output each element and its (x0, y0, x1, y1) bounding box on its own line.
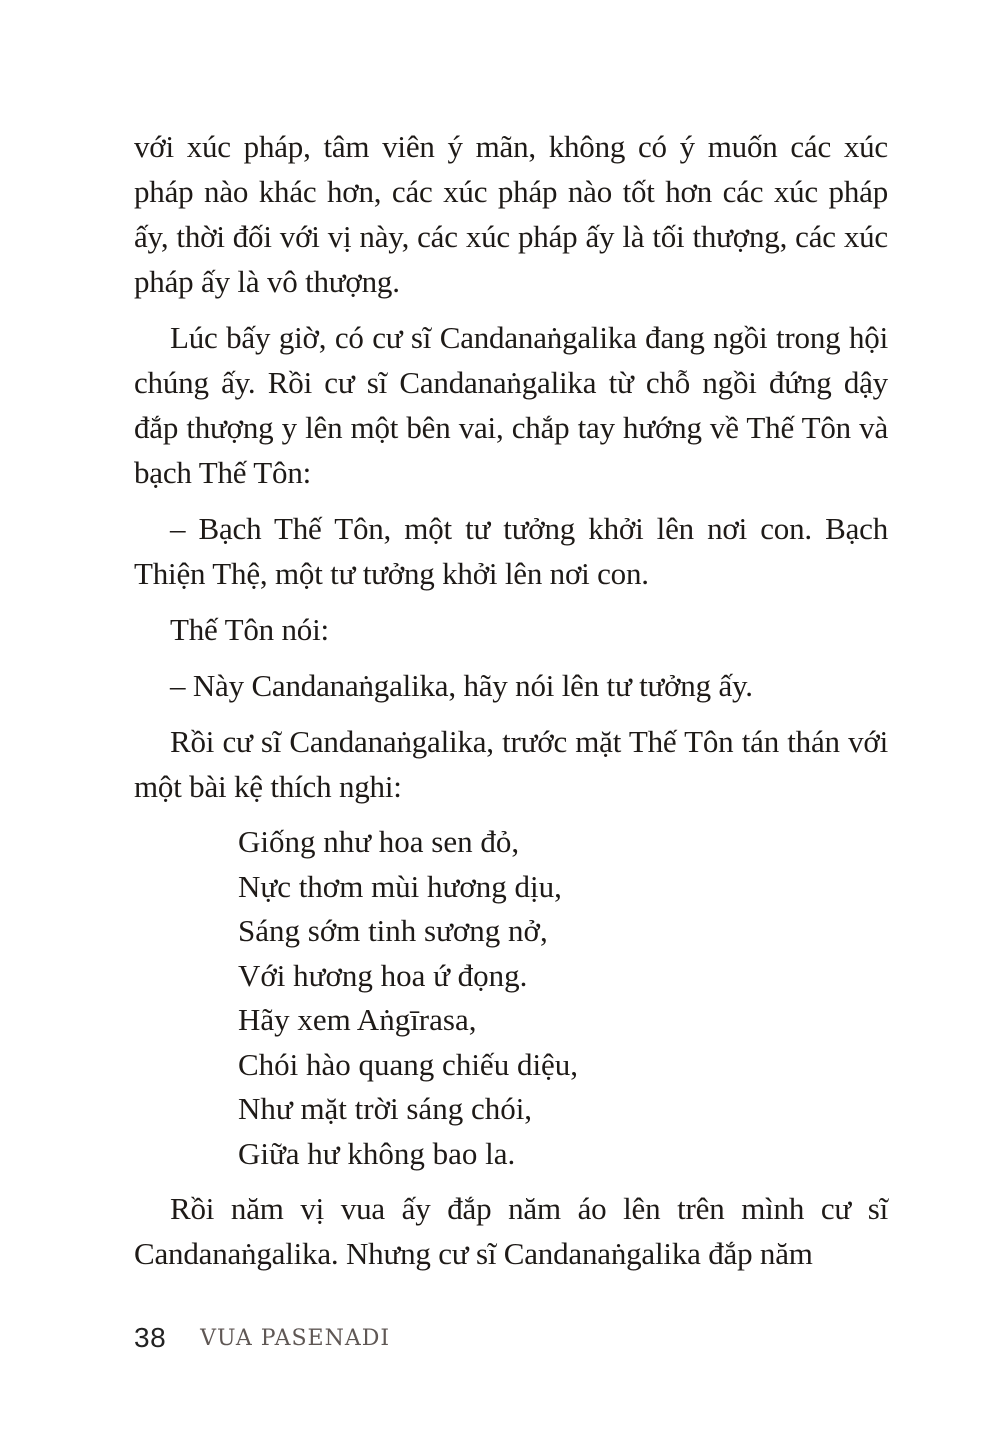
verse-line: Giống như hoa sen đỏ, (238, 824, 520, 859)
page-body (134, 124, 888, 1287)
page-number: 38 (134, 1322, 167, 1353)
verse-line: Giữa hư không bao la. (238, 1135, 516, 1171)
paragraph-candanangalika-rises: Lúc bấy giờ, có cư sĩ Candanaṅgalika đang ngồi trong hội chúng ấy. Rồi cư sĩ Candanaṅgalika từ chỗ ngồi đứng dậy đắp thượng y lên một bên vai, chắp tay hướng về Thế Tôn và bạch Thế Tôn: (134, 320, 888, 490)
paragraph-the-ton-says: Thế Tôn nói: (170, 612, 329, 647)
verse-line: Nực thơm mùi hương dịu, (238, 868, 562, 904)
verse-line: Sáng sớm tinh sương nở, (238, 913, 548, 948)
running-title: VUA PASENADI (200, 1325, 391, 1351)
paragraph-continuation: với xúc pháp, tâm viên ý mãn, không có ý muốn các xúc pháp nào khác hơn, các xúc pháp nào tốt hơn các xúc pháp ấy, thời đối với vị này, các xúc pháp ấy là tối thượng, các xúc pháp ấy là vô thượng. (134, 129, 888, 299)
paragraph-speech-thought-arises: – Bạch Thế Tôn, một tư tưởng khởi lên nơi con. Bạch Thiện Thệ, một tư tưởng khởi lên nơi con. (134, 511, 888, 591)
verse-line: Với hương hoa ứ đọng. (238, 957, 528, 993)
page-footer (134, 1318, 390, 1358)
paragraph-speak-thought: – Này Candanaṅgalika, hãy nói lên tư tưởng ấy. (170, 668, 753, 703)
paragraph-closing: Rồi năm vị vua ấy đắp năm áo lên trên mình cư sĩ Candanaṅgalika. Nhưng cư sĩ Candanaṅgalika đắp năm (134, 1191, 888, 1271)
paragraph-verse-intro: Rồi cư sĩ Candanaṅgalika, trước mặt Thế Tôn tán thán với một bài kệ thích nghi: (134, 724, 888, 804)
verse-block (238, 820, 888, 1176)
verse-line: Chói hào quang chiếu diệu, (238, 1046, 579, 1082)
verse-line: Hãy xem Aṅgīrasa, (238, 1002, 477, 1037)
verse-line: Như mặt trời sáng chói, (238, 1091, 533, 1126)
